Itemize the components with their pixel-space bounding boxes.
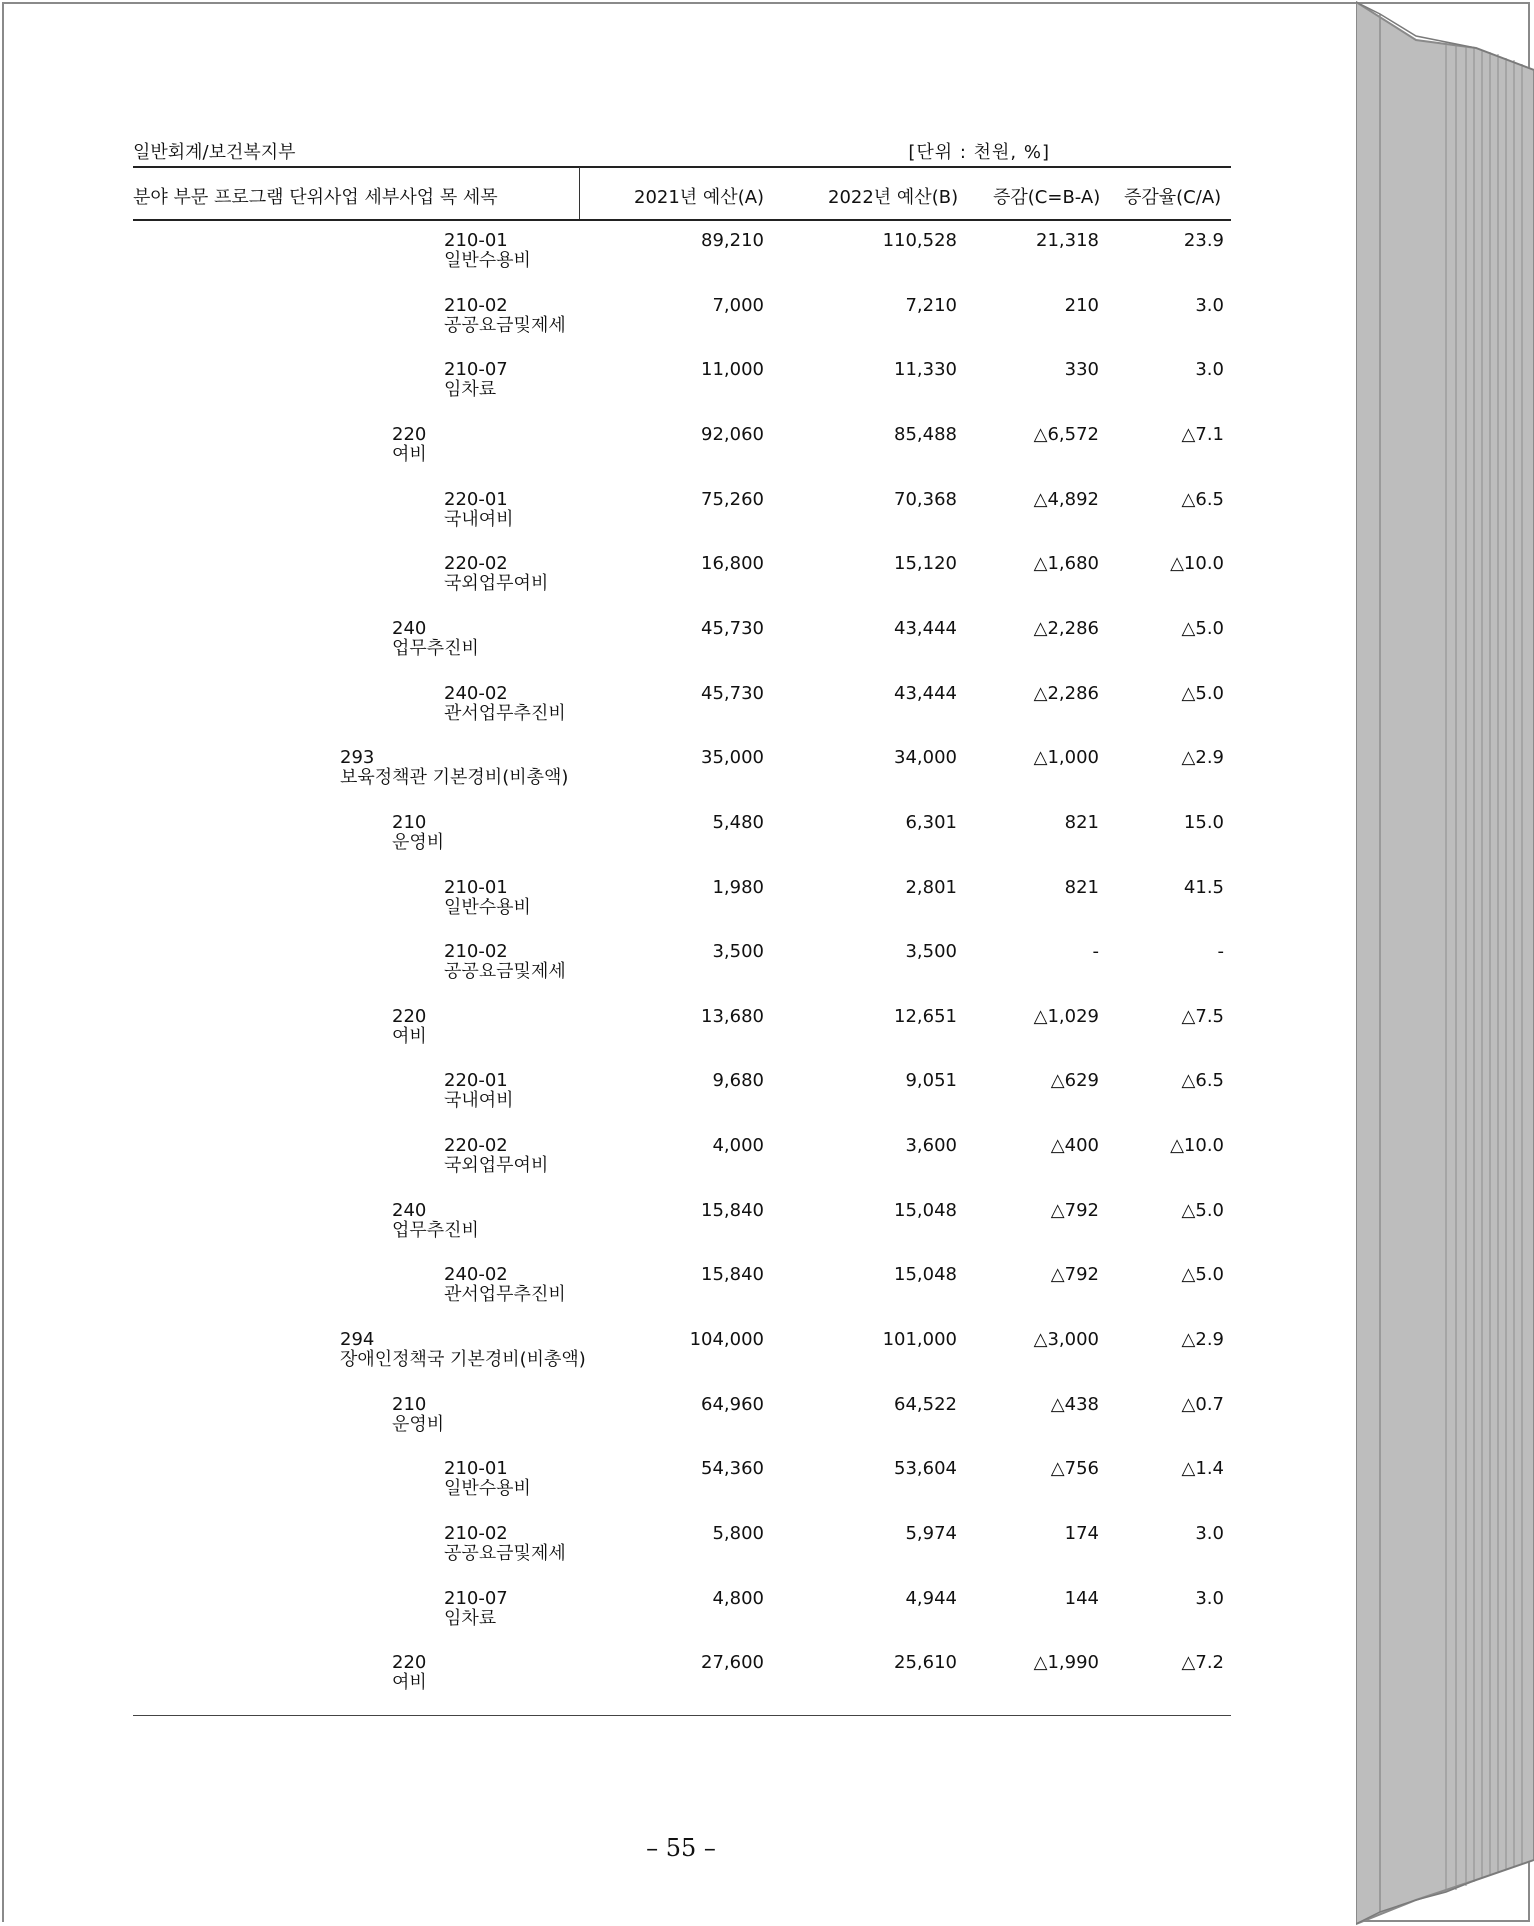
table-row xyxy=(4,1589,1358,1649)
change-cell: 174 xyxy=(1064,1523,1099,1544)
budget-2022-cell: 6,301 xyxy=(905,811,957,833)
row-name: 운영비 xyxy=(392,1413,445,1435)
table-top-rule xyxy=(133,166,1231,168)
document-page xyxy=(4,4,1358,1922)
budget-2022-cell: 15,120 xyxy=(894,553,957,575)
table-row xyxy=(4,684,1358,744)
budget-2021-cell: 15,840 xyxy=(701,1199,764,1221)
row-name: 관서업무추진비 xyxy=(444,702,566,724)
change-cell: △1,990 xyxy=(1033,1652,1099,1674)
rate-cell: 15.0 xyxy=(1183,811,1224,833)
row-item xyxy=(392,1007,427,1047)
budget-2021-cell: 4,000 xyxy=(712,1135,764,1157)
budget-2022-cell: 43,444 xyxy=(894,617,957,639)
table-row xyxy=(4,1459,1358,1519)
row-item xyxy=(444,554,548,594)
row-item xyxy=(444,1071,514,1111)
table-row xyxy=(4,619,1358,679)
rate-cell: - xyxy=(1217,941,1224,963)
row-name: 국내여비 xyxy=(444,508,514,530)
rate-cell: △7.1 xyxy=(1181,423,1224,445)
change-cell: △756 xyxy=(1050,1458,1099,1480)
budget-2021-cell: 11,000 xyxy=(701,359,764,381)
row-item xyxy=(392,813,444,853)
row-name: 일반수용비 xyxy=(444,250,531,271)
table-row xyxy=(4,360,1358,420)
table-row xyxy=(4,231,1358,291)
table-row xyxy=(4,1524,1358,1584)
row-code: 220-01 xyxy=(444,488,508,510)
budget-2021-cell: 75,260 xyxy=(701,488,764,510)
table-row xyxy=(4,1265,1358,1325)
rate-cell: △5.0 xyxy=(1181,682,1224,704)
row-code: 293 xyxy=(340,747,375,769)
row-item xyxy=(444,360,508,400)
budget-2022-cell: 25,610 xyxy=(894,1652,957,1674)
change-cell: △792 xyxy=(1050,1264,1099,1286)
row-item xyxy=(444,231,531,271)
row-name: 임차료 xyxy=(444,1607,497,1629)
budget-2022-cell: 3,600 xyxy=(905,1135,957,1157)
row-item xyxy=(444,1459,531,1499)
rate-cell: △7.2 xyxy=(1181,1652,1224,1674)
row-item xyxy=(444,878,531,918)
budget-account-title: 일반회계/보건복지부 xyxy=(133,142,296,163)
row-code: 220 xyxy=(392,1652,427,1674)
budget-2021-cell: 9,680 xyxy=(712,1070,764,1092)
row-item xyxy=(392,1395,444,1435)
rate-cell: △2.9 xyxy=(1181,747,1224,769)
table-row xyxy=(4,1071,1358,1131)
budget-2021-cell: 35,000 xyxy=(701,747,764,769)
rate-cell: 3.0 xyxy=(1195,294,1224,316)
rate-cell: 3.0 xyxy=(1195,1587,1224,1609)
budget-2022-cell: 11,330 xyxy=(894,359,957,381)
row-item xyxy=(444,296,566,336)
rate-cell: 3.0 xyxy=(1195,359,1224,381)
rate-cell: 3.0 xyxy=(1195,1523,1224,1544)
row-code: 210-07 xyxy=(444,359,508,381)
table-row xyxy=(4,296,1358,356)
table-row xyxy=(4,490,1358,550)
change-cell: △3,000 xyxy=(1033,1329,1099,1351)
budget-2021-cell: 3,500 xyxy=(712,941,764,963)
row-item xyxy=(392,1653,427,1693)
change-cell: 144 xyxy=(1064,1587,1099,1609)
col-header-hierarchy: 분야 부문 프로그램 단위사업 세부사업 목 세목 xyxy=(133,187,498,208)
rate-cell: △10.0 xyxy=(1170,1135,1224,1157)
table-row xyxy=(4,748,1358,808)
change-cell: △2,286 xyxy=(1033,617,1099,639)
budget-2021-cell: 1,980 xyxy=(712,876,764,898)
budget-2021-cell: 4,800 xyxy=(712,1587,764,1609)
rate-cell: 41.5 xyxy=(1183,876,1224,898)
change-cell: △629 xyxy=(1050,1070,1099,1092)
row-code: 210-02 xyxy=(444,1523,508,1544)
row-item xyxy=(392,619,479,659)
header-divider xyxy=(579,167,580,219)
budget-2021-cell: 54,360 xyxy=(701,1458,764,1480)
row-code: 240 xyxy=(392,617,427,639)
row-code: 220-02 xyxy=(444,1135,508,1157)
col-header-2021: 2021년 예산(A) xyxy=(634,187,765,208)
budget-2022-cell: 101,000 xyxy=(882,1329,957,1351)
budget-2021-cell: 5,800 xyxy=(712,1523,764,1544)
row-code: 240-02 xyxy=(444,682,508,704)
budget-2021-cell: 7,000 xyxy=(712,294,764,316)
budget-2022-cell: 15,048 xyxy=(894,1264,957,1286)
row-name: 일반수용비 xyxy=(444,1478,531,1500)
change-cell: △400 xyxy=(1050,1135,1099,1157)
budget-2022-cell: 64,522 xyxy=(894,1393,957,1415)
row-code: 220-02 xyxy=(444,553,508,575)
budget-2022-cell: 9,051 xyxy=(905,1070,957,1092)
table-row xyxy=(4,1395,1358,1455)
change-cell: △6,572 xyxy=(1033,423,1099,445)
change-cell: △438 xyxy=(1050,1393,1099,1415)
budget-2021-cell: 92,060 xyxy=(701,423,764,445)
table-row xyxy=(4,942,1358,1002)
table-bottom-rule xyxy=(133,1715,1231,1716)
row-item xyxy=(340,1330,586,1370)
col-header-2022: 2022년 예산(B) xyxy=(828,187,959,208)
row-name: 여비 xyxy=(392,1025,427,1047)
row-name: 보육정책관 기본경비(비총액) xyxy=(340,767,569,789)
budget-2021-cell: 45,730 xyxy=(701,617,764,639)
budget-2021-cell: 64,960 xyxy=(701,1393,764,1415)
row-name: 일반수용비 xyxy=(444,896,531,918)
row-name: 관서업무추진비 xyxy=(444,1284,566,1306)
change-cell: △792 xyxy=(1050,1199,1099,1221)
budget-2022-cell: 7,210 xyxy=(905,294,957,316)
book-page-edges xyxy=(1356,0,1534,1926)
budget-2021-cell: 27,600 xyxy=(701,1652,764,1674)
row-code: 210-01 xyxy=(444,230,508,251)
row-code: 240 xyxy=(392,1199,427,1221)
row-item xyxy=(444,1524,566,1564)
row-code: 240-02 xyxy=(444,1264,508,1286)
rate-cell: △5.0 xyxy=(1181,1199,1224,1221)
row-code: 210-02 xyxy=(444,941,508,963)
row-name: 국외업무여비 xyxy=(444,1155,549,1177)
change-cell: △4,892 xyxy=(1033,488,1099,510)
col-header-change: 증감(C=B-A) xyxy=(993,187,1101,208)
budget-2021-cell: 15,840 xyxy=(701,1264,764,1286)
budget-2021-cell: 16,800 xyxy=(701,553,764,575)
row-code: 294 xyxy=(340,1329,375,1351)
row-code: 210-01 xyxy=(444,876,508,898)
rate-cell: △5.0 xyxy=(1181,1264,1224,1286)
row-code: 220 xyxy=(392,1005,427,1027)
row-item xyxy=(444,490,514,530)
rate-cell: △6.5 xyxy=(1181,488,1224,510)
budget-2021-cell: 45,730 xyxy=(701,682,764,704)
row-code: 210 xyxy=(392,1393,427,1415)
change-cell: △1,029 xyxy=(1033,1005,1099,1027)
row-name: 업무추진비 xyxy=(392,1219,479,1241)
rate-cell: △1.4 xyxy=(1181,1458,1224,1480)
unit-label: [단위 : 천원, %] xyxy=(908,142,1050,163)
row-name: 장애인정책국 기본경비(비총액) xyxy=(340,1349,586,1371)
row-name: 운영비 xyxy=(392,831,445,853)
table-row xyxy=(4,813,1358,873)
row-item xyxy=(392,1201,479,1241)
row-code: 210-02 xyxy=(444,294,508,316)
row-code: 210-07 xyxy=(444,1587,508,1609)
table-row xyxy=(4,878,1358,938)
row-item xyxy=(340,748,568,788)
budget-2021-cell: 5,480 xyxy=(712,811,764,833)
row-name: 여비 xyxy=(392,443,427,465)
rate-cell: △0.7 xyxy=(1181,1393,1224,1415)
row-item xyxy=(392,425,427,465)
row-item xyxy=(444,684,566,724)
budget-2022-cell: 43,444 xyxy=(894,682,957,704)
budget-2021-cell: 89,210 xyxy=(701,230,764,251)
budget-2021-cell: 13,680 xyxy=(701,1005,764,1027)
row-item xyxy=(444,1136,548,1176)
table-header-rule xyxy=(133,219,1231,221)
row-code: 210-01 xyxy=(444,1458,508,1480)
budget-2022-cell: 2,801 xyxy=(905,876,957,898)
change-cell: 210 xyxy=(1064,294,1099,316)
row-name: 공공요금및제세 xyxy=(444,961,566,983)
budget-2022-cell: 110,528 xyxy=(882,230,957,251)
rate-cell: △6.5 xyxy=(1181,1070,1224,1092)
row-code: 220-01 xyxy=(444,1070,508,1092)
table-row xyxy=(4,1007,1358,1067)
rate-cell: 23.9 xyxy=(1183,230,1224,251)
change-cell: 330 xyxy=(1064,359,1099,381)
page-number: – 55 – xyxy=(646,1834,716,1862)
table-row xyxy=(4,425,1358,485)
budget-2022-cell: 4,944 xyxy=(905,1587,957,1609)
change-cell: 21,318 xyxy=(1036,230,1099,251)
budget-2022-cell: 34,000 xyxy=(894,747,957,769)
change-cell: - xyxy=(1092,941,1099,963)
rate-cell: △2.9 xyxy=(1181,1329,1224,1351)
change-cell: △1,680 xyxy=(1033,553,1099,575)
row-code: 210 xyxy=(392,811,427,833)
row-name: 국내여비 xyxy=(444,1090,514,1112)
rate-cell: △10.0 xyxy=(1170,553,1224,575)
budget-2022-cell: 3,500 xyxy=(905,941,957,963)
change-cell: 821 xyxy=(1064,876,1099,898)
row-name: 업무추진비 xyxy=(392,637,479,659)
change-cell: 821 xyxy=(1064,811,1099,833)
row-item xyxy=(444,1265,566,1305)
change-cell: △1,000 xyxy=(1033,747,1099,769)
row-name: 임차료 xyxy=(444,379,497,401)
budget-2022-cell: 5,974 xyxy=(905,1523,957,1544)
row-name: 여비 xyxy=(392,1672,427,1694)
table-row xyxy=(4,554,1358,614)
table-row xyxy=(4,1653,1358,1713)
budget-2022-cell: 70,368 xyxy=(894,488,957,510)
table-row xyxy=(4,1201,1358,1261)
row-item xyxy=(444,1589,508,1629)
row-code: 220 xyxy=(392,423,427,445)
rate-cell: △7.5 xyxy=(1181,1005,1224,1027)
budget-2022-cell: 12,651 xyxy=(894,1005,957,1027)
budget-2022-cell: 15,048 xyxy=(894,1199,957,1221)
change-cell: △2,286 xyxy=(1033,682,1099,704)
table-row xyxy=(4,1136,1358,1196)
rate-cell: △5.0 xyxy=(1181,617,1224,639)
budget-2021-cell: 104,000 xyxy=(689,1329,764,1351)
row-name: 공공요금및제세 xyxy=(444,1543,566,1564)
budget-2022-cell: 85,488 xyxy=(894,423,957,445)
row-name: 국외업무여비 xyxy=(444,573,549,595)
row-name: 공공요금및제세 xyxy=(444,314,566,336)
col-header-rate: 증감율(C/A) xyxy=(1124,187,1222,208)
table-row xyxy=(4,1330,1358,1390)
budget-2022-cell: 53,604 xyxy=(894,1458,957,1480)
row-item xyxy=(444,942,566,982)
